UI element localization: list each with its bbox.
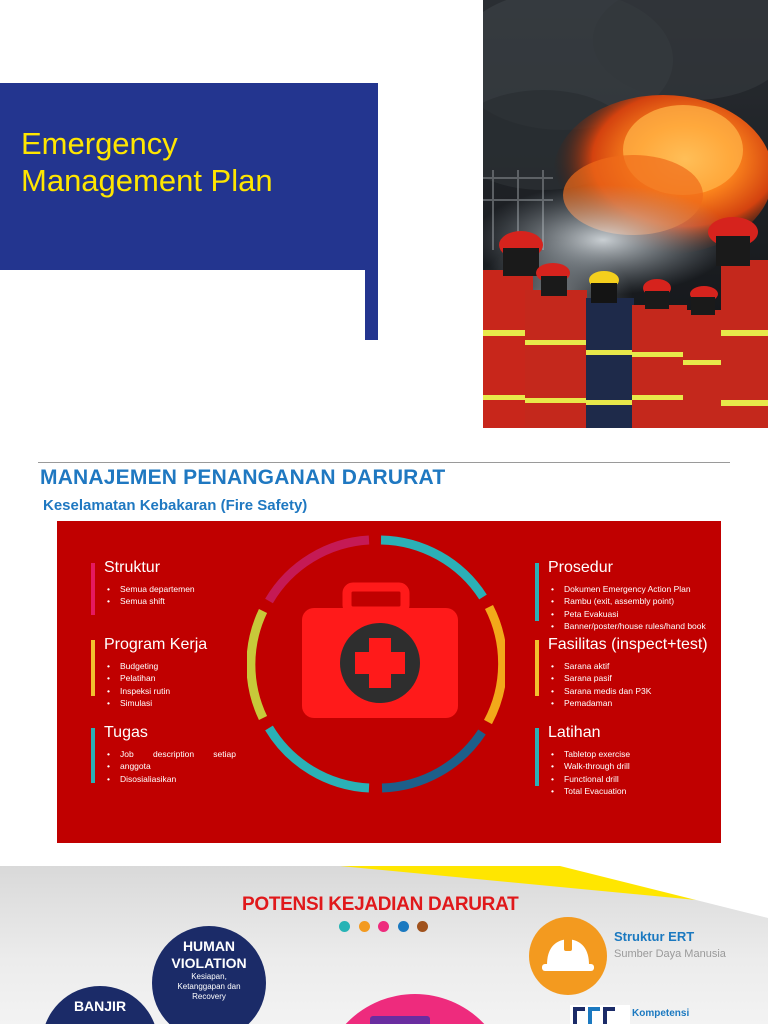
title-line-2: Management Plan	[21, 163, 273, 198]
dot	[378, 921, 389, 932]
list-item-continuation: • anggota	[107, 760, 236, 772]
column-heading: Program Kerja	[104, 636, 208, 653]
human-violation-title-1: HUMAN	[182, 938, 236, 954]
firefighters-photo	[483, 0, 768, 428]
ring-segment	[382, 732, 482, 788]
first-aid-kit-icon	[302, 587, 458, 718]
column-accent-bar	[91, 640, 95, 696]
fire-circle-label-shape	[370, 1016, 430, 1024]
list-item	[107, 748, 236, 760]
ring-segment	[251, 611, 263, 718]
list-item: • Pemadaman	[551, 697, 651, 709]
dot	[398, 921, 409, 932]
list-item: • Total Evacuation	[551, 785, 630, 797]
column-heading: Latihan	[548, 724, 601, 741]
hard-hat-icon	[529, 917, 607, 995]
banjir-circle	[42, 986, 158, 1024]
column-accent-bar	[91, 728, 95, 783]
banjir-label: BANJIR	[73, 998, 127, 1014]
list-item: • Pelatihan	[107, 672, 170, 684]
column-heading: Struktur	[104, 559, 161, 576]
word: • Job	[120, 749, 134, 759]
column-heading: Tugas	[104, 724, 148, 741]
list-item: • Simulasi	[107, 697, 170, 709]
list-item: • Sarana medis dan P3K	[551, 685, 651, 697]
competency-label: Kompetensi	[632, 1008, 690, 1019]
human-violation-sub-2: Ketanggapan dan	[177, 982, 241, 991]
human-violation-sub-3: Recovery	[192, 992, 226, 1001]
human-violation-circle	[152, 926, 266, 1024]
bullet-list	[107, 583, 195, 608]
list-item: • Peta Evakuasi	[551, 608, 706, 620]
column-accent-bar	[535, 640, 539, 696]
bullet-list	[107, 748, 236, 785]
bullet-list	[551, 660, 651, 709]
list-item: • Sarana pasif	[551, 672, 651, 684]
word: description	[152, 749, 195, 759]
title-box-accent	[365, 270, 378, 340]
list-item: • Functional drill	[551, 773, 630, 785]
word: setiap	[213, 749, 236, 759]
column-heading: Fasilitas (inspect+test)	[548, 636, 708, 653]
human-violation-sub-1: Kesiapan,	[191, 972, 227, 981]
list-item: • Rambu (exit, assembly point)	[551, 595, 706, 607]
list-item: • Inspeksi rutin	[107, 685, 170, 697]
list-item: • Banner/poster/house rules/hand book	[551, 620, 706, 632]
header-rule	[38, 462, 730, 463]
column-accent-bar	[535, 728, 539, 786]
slide-title	[21, 125, 273, 199]
human-violation-title-2: VIOLATION	[171, 955, 247, 971]
ring-segment	[269, 540, 369, 601]
list-item: • Sarana aktif	[551, 660, 651, 672]
ring-segment	[488, 607, 503, 722]
list-item: • Budgeting	[107, 660, 170, 672]
dot	[359, 921, 370, 932]
ert-circle	[529, 917, 607, 995]
bullet-list	[107, 660, 170, 709]
list-item-justified	[120, 748, 236, 760]
section-subtitle: Keselamatan Kebakaran (Fire Safety)	[43, 497, 308, 514]
competency-logo-icon	[570, 1003, 630, 1024]
column-accent-bar	[91, 563, 95, 615]
first-aid-ring	[247, 535, 505, 793]
ert-subtitle: Sumber Daya Manusia	[614, 948, 726, 960]
bullet-list	[551, 748, 630, 797]
list-item: • Semua shift	[107, 595, 195, 607]
ert-title: Struktur ERT	[614, 929, 695, 944]
dot	[417, 921, 428, 932]
bullet-list	[551, 583, 706, 632]
list-item: • Walk-through drill	[551, 760, 630, 772]
list-item: • Dokumen Emergency Action Plan	[551, 583, 706, 595]
emergency-potential-slide	[0, 866, 768, 1024]
list-item: • Disosialiasikan	[107, 773, 236, 785]
title-line-1: Emergency	[21, 126, 178, 161]
title-box	[0, 83, 378, 270]
list-item: • Tabletop exercise	[551, 748, 630, 760]
column-accent-bar	[535, 563, 539, 621]
section-title: MANAJEMEN PENANGANAN DARURAT	[40, 466, 446, 489]
ring-segment	[269, 728, 369, 788]
dot	[339, 921, 350, 932]
potential-emergency-title: POTENSI KEJADIAN DARURAT	[242, 894, 519, 915]
list-item: • Semua departemen	[107, 583, 195, 595]
column-heading: Prosedur	[548, 559, 613, 576]
